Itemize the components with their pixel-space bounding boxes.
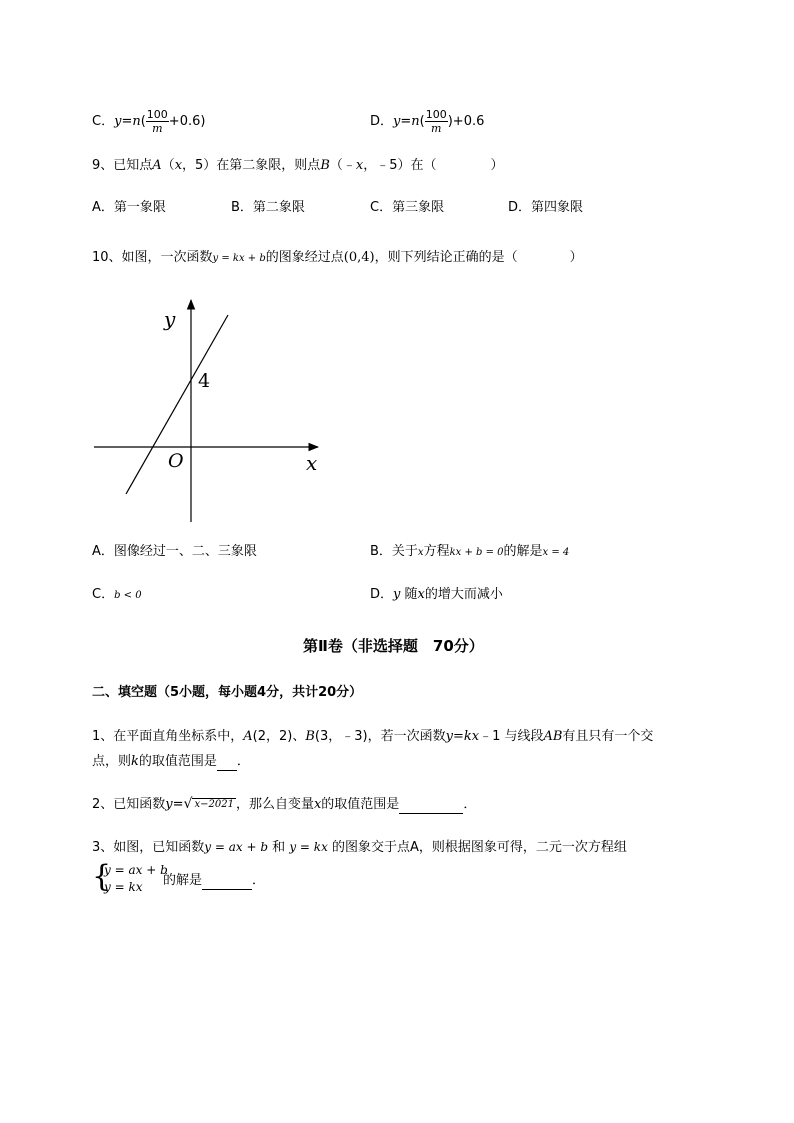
answer-blank [399,797,463,814]
fill2-line: 2、已知函数y=√ x−2021 ，那么自变量x的取值范围是 ． [92,796,477,812]
q10-stem: 10、如图，一次函数y = kx + b的图象经过点(0,4)，则下列结论正确的是（ ） [92,250,583,265]
q9-stem: 9、已知点A（x，5）在第二象限，则点B（﹣x，﹣5）在（ ） [92,158,504,173]
y-axis-label: y [164,307,176,331]
q10-option-d: D．y 随x的增大而减小 [370,587,503,602]
q10-option-c: C．b < 0 [92,587,142,602]
q9-option-d: D．第四象限 [508,200,584,215]
fraction: $\frac{100}{m}$ [146,108,168,135]
fraction: $\frac{100}{m}$ [425,108,447,135]
section-subtitle: 二、填空题（5小题，每小题4分，共计20分） [92,685,363,700]
x-axis-label: x [306,451,318,475]
answer-blank [217,754,237,771]
q9-option-b: B．第二象限 [231,200,305,215]
q9-option-a: A．第一象限 [92,200,166,215]
q8-option-c: C．y=n( $\frac{100}{m}$ +0.6) [92,108,206,135]
system-brace: { [92,859,112,894]
origin-label: O [168,450,184,472]
section-title: 第Ⅱ卷（非选择题 70分） [303,637,484,655]
fill3-line2: 的解是 ． [163,873,266,888]
equation-system: y = ax + b y = kx [104,863,168,894]
q9-option-c: C．第三象限 [370,200,445,215]
answer-blank [202,873,252,890]
q10-option-a: A．图像经过一、二、三象限 [92,544,257,559]
q10-option-b: B．关于x方程kx + b = 0的解是x = 4 [370,544,570,559]
fill1-line1: 1、在平面直角坐标系中，A(2，2)、B(3，﹣3)，若一次函数y=kx﹣1 与线段AB有且只有一个交 [92,729,654,744]
q8-option-d: D．y=n( $\frac{100}{m}$ )+0.6 [370,108,485,135]
intercept-label: 4 [198,370,211,392]
fill1-line2: 点，则k的取值范围是 ． [92,754,250,769]
fill3-line1: 3、如图，已知函数y = ax + b 和 y = kx 的图象交于点A，则根据图象可得，二元一次方程组 [92,840,627,855]
